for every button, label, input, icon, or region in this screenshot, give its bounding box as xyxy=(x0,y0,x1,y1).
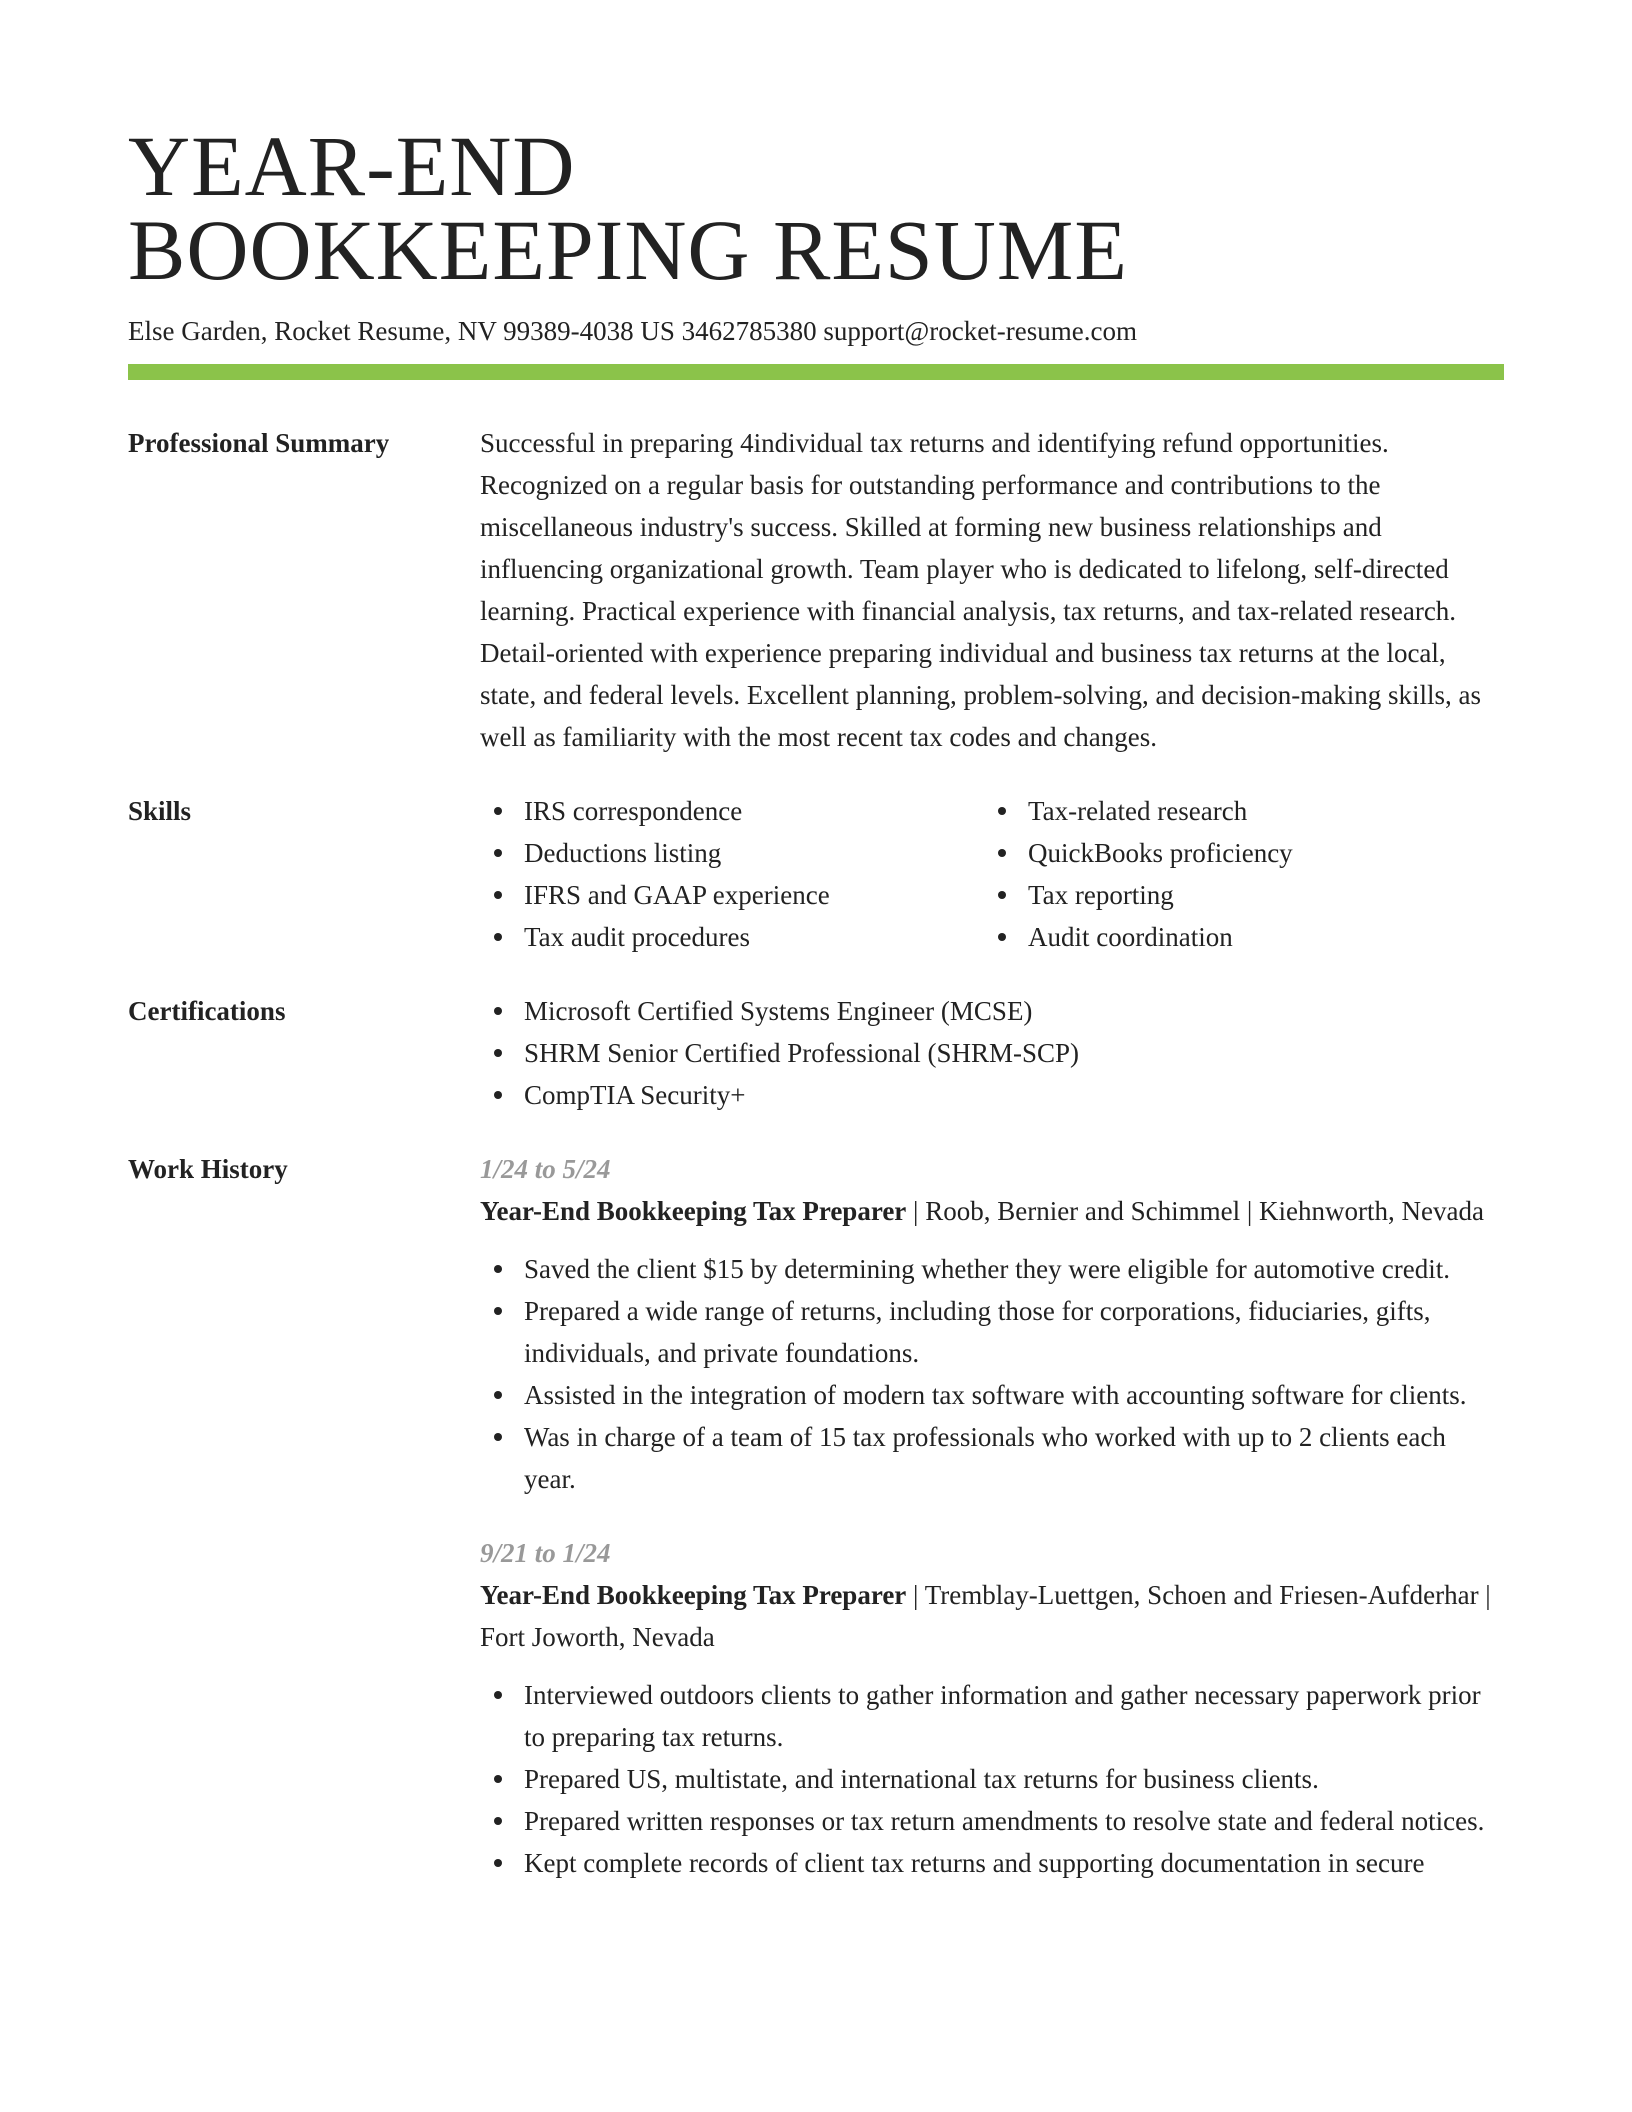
skills-label: Skills xyxy=(128,796,192,826)
skills-section xyxy=(128,790,1504,958)
job-bullet: Interviewed outdoors clients to gather information and gather necessary paperwork prior to preparing tax returns. xyxy=(480,1674,1504,1758)
certifications-label: Certifications xyxy=(128,996,286,1026)
skill-item: IFRS and GAAP experience xyxy=(480,874,984,916)
summary-text: Successful in preparing 4individual tax returns and identifying refund opportunities. Recognized on a regular basis for outstanding performance and contributions to the miscellaneous industry's success. Skilled at forming new business relationships and influencing organizational growth. Team player who is dedicated to lifelong, self-directed learning. Practical experience with financial analysis, tax returns, and tax-related research. Detail-oriented with experience preparing individual and business tax returns at the local, state, and federal levels. Excellent planning, problem-solving, and decision-making skills, as well as familiarity with the most recent tax codes and changes. xyxy=(480,428,1481,752)
resume-title xyxy=(128,118,1504,298)
summary-body xyxy=(480,422,1504,758)
skills-list-left xyxy=(480,790,984,958)
job-heading xyxy=(480,1190,1504,1232)
skill-item: Tax audit procedures xyxy=(480,916,984,958)
job-title: Year-End Bookkeeping Tax Preparer xyxy=(480,1580,907,1610)
skill-item: QuickBooks proficiency xyxy=(984,832,1488,874)
work-history-section xyxy=(128,1148,1504,1884)
job-dates: 9/21 to 1/24 xyxy=(480,1538,611,1568)
certification-item: SHRM Senior Certified Professional (SHRM-SCP) xyxy=(480,1032,1504,1074)
skill-item: Deductions listing xyxy=(480,832,984,874)
job-bullets xyxy=(480,1248,1504,1500)
job-title: Year-End Bookkeeping Tax Preparer xyxy=(480,1196,907,1226)
certifications-list xyxy=(480,990,1504,1116)
job-heading xyxy=(480,1574,1504,1658)
skills-grid xyxy=(480,790,1504,958)
resume-page xyxy=(128,0,1504,1884)
skill-item: Tax-related research xyxy=(984,790,1488,832)
skill-item: IRS correspondence xyxy=(480,790,984,832)
skill-item: Tax reporting xyxy=(984,874,1488,916)
title-line-2: BOOKKEEPING RESUME xyxy=(128,202,1128,298)
skills-list-right xyxy=(984,790,1488,958)
job-bullet: Prepared US, multistate, and international tax returns for business clients. xyxy=(480,1758,1504,1800)
job-details: | Roob, Bernier and Schimmel | Kiehnworth, Nevada xyxy=(906,1196,1484,1226)
work-history-body xyxy=(480,1148,1504,1884)
accent-divider xyxy=(128,364,1504,380)
job-entry xyxy=(480,1148,1504,1500)
job-bullet: Kept complete records of client tax returns and supporting documentation in secure xyxy=(480,1842,1504,1884)
skill-item: Audit coordination xyxy=(984,916,1488,958)
certification-item: Microsoft Certified Systems Engineer (MCSE) xyxy=(480,990,1504,1032)
job-dates: 1/24 to 5/24 xyxy=(480,1154,611,1184)
skills-body xyxy=(480,790,1504,958)
summary-section xyxy=(128,422,1504,758)
summary-label: Professional Summary xyxy=(128,428,390,458)
certifications-body xyxy=(480,990,1504,1116)
job-details: | Tremblay-Luettgen, Schoen and Friesen-Aufderhar | Fort Joworth, Nevada xyxy=(480,1580,1491,1652)
contact-info: Else Garden, Rocket Resume, NV 99389-4038 US 3462785380 support@rocket-resume.com xyxy=(128,316,1137,346)
job-bullet: Prepared a wide range of returns, including those for corporations, fiduciaries, gifts, individuals, and private foundations. xyxy=(480,1290,1504,1374)
certifications-section xyxy=(128,990,1504,1116)
job-bullet: Prepared written responses or tax return amendments to resolve state and federal notices. xyxy=(480,1800,1504,1842)
certification-item: CompTIA Security+ xyxy=(480,1074,1504,1116)
job-bullet: Assisted in the integration of modern tax software with accounting software for clients. xyxy=(480,1374,1504,1416)
job-bullet: Was in charge of a team of 15 tax professionals who worked with up to 2 clients each year. xyxy=(480,1416,1504,1500)
title-line-1: YEAR-END xyxy=(128,118,576,214)
work-history-label: Work History xyxy=(128,1154,288,1184)
job-bullet: Saved the client $15 by determining whether they were eligible for automotive credit. xyxy=(480,1248,1504,1290)
job-bullets xyxy=(480,1674,1504,1884)
job-entry xyxy=(480,1532,1504,1884)
